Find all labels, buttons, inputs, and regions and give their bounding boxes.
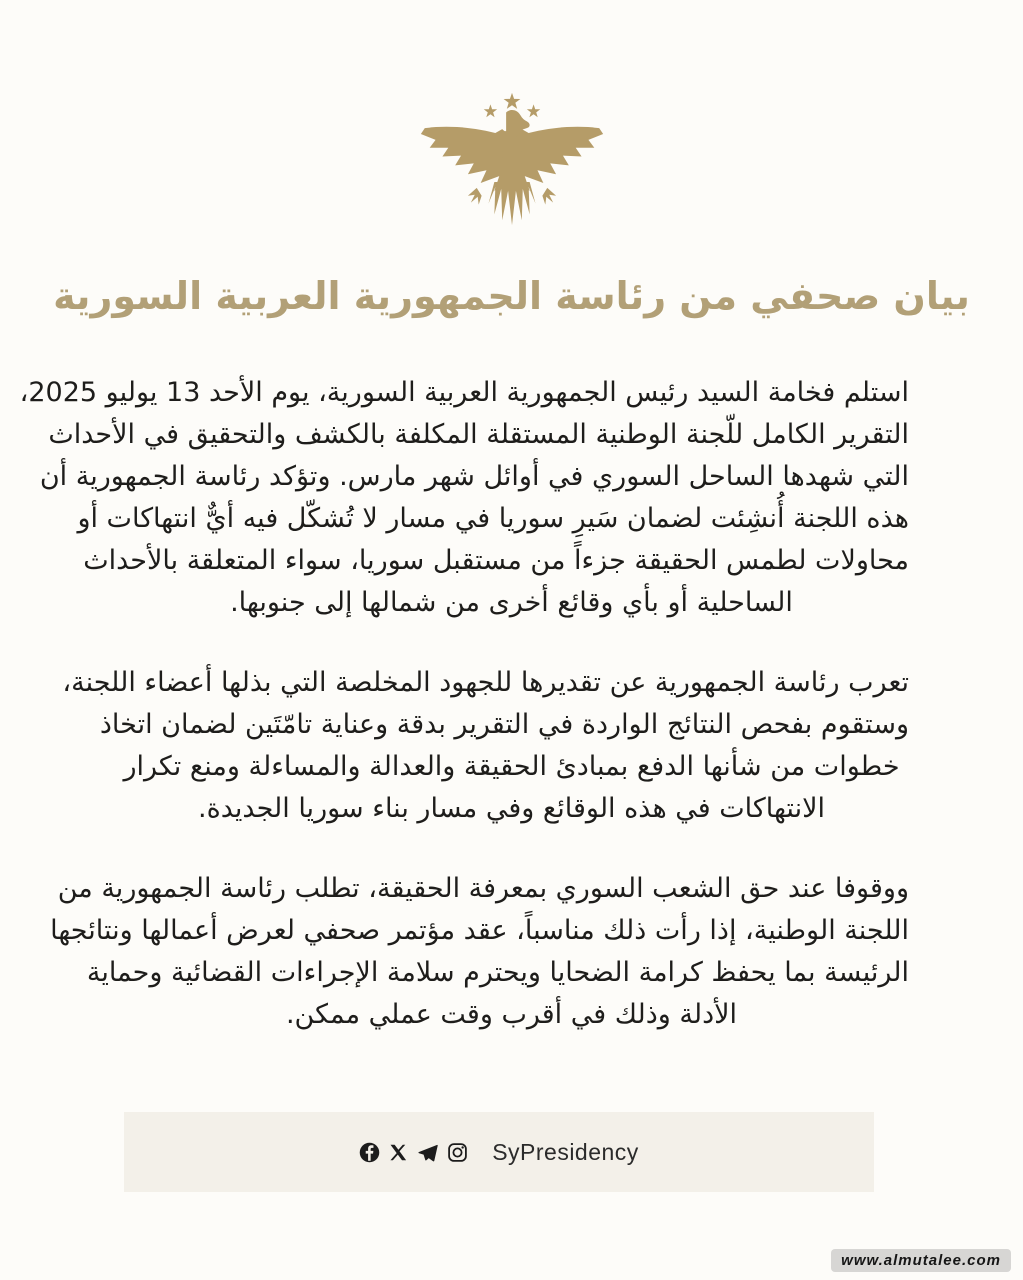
body-line: محاولات لطمس الحقيقة جزءاً من مستقبل سوريا، سواء المتعلقة بالأحداث (83, 545, 909, 576)
social-handle: SyPresidency (492, 1138, 639, 1165)
telegram-icon (417, 1142, 438, 1163)
eagle-emblem-svg (414, 86, 610, 233)
facebook-icon (359, 1142, 380, 1163)
body-line: الأدلة وذلك في أقرب وقت عملي ممكن. (285, 999, 738, 1030)
body-line: التي شهدها الساحل السوري في أوائل شهر مارس. وتؤكد رئاسة الجمهورية أن (39, 461, 909, 492)
body-line: الانتهاكات في هذه الوقائع وفي مسار بناء سوريا الجديدة. (198, 793, 825, 824)
watermark: www.almutalee.com (831, 1249, 1011, 1272)
star-icon (526, 104, 539, 117)
body-line: هذه اللجنة أُنشِئت لضمان سَيرِ سوريا في مسار لا تُشكّل فيه أيٌّ انتهاكات أو (77, 503, 909, 534)
star-icon (483, 104, 496, 117)
star-icon (503, 93, 520, 109)
body-line: تعرب رئاسة الجمهورية عن تقديرها للجهود المخلصة التي بذلها أعضاء اللجنة، (62, 667, 909, 698)
eagle-icon (420, 110, 602, 225)
body-line: استلم فخامة السيد رئيس الجمهورية العربية السورية، يوم الأحد 13 يوليو 2025، (19, 377, 909, 408)
body-line: الساحلية أو بأي وقائع أخرى من شمالها إلى جنوبها. (230, 587, 793, 618)
body-line: التقرير الكامل للّجنة الوطنية المستقلة المكلفة بالكشف والتحقيق في الأحداث (48, 419, 909, 450)
social-icons-row (359, 1142, 468, 1163)
body-line: الرئيسة بما يحفظ كرامة الضحايا ويحترم سلامة الإجراءات القضائية وحماية (86, 957, 909, 988)
paragraph-2 (62, 662, 909, 830)
social-footer (124, 1112, 874, 1192)
body-line: ووقوفا عند حق الشعب السوري بمعرفة الحقيقة، تطلب رئاسة الجمهورية من (57, 873, 909, 904)
statement-body (19, 372, 909, 1074)
paragraph-3 (50, 868, 909, 1036)
instagram-icon (447, 1142, 468, 1163)
body-line: خطوات من شأنها الدفع بمبادئ الحقيقة والعدالة والمساءلة ومنع تكرار (123, 751, 900, 782)
syrian-eagle-emblem (414, 86, 610, 237)
statement-title: بيان صحفي من رئاسة الجمهورية العربية السورية (53, 274, 970, 318)
body-line: اللجنة الوطنية، إذا رأت ذلك مناسباً، عقد مؤتمر صحفي لعرض أعمالها ونتائجها (50, 915, 909, 946)
paragraph-1 (19, 372, 909, 624)
body-line: وستقوم بفحص النتائج الواردة في التقرير بدقة وعناية تامّتَين لضمان اتخاذ (99, 709, 909, 740)
x-icon (389, 1143, 408, 1162)
